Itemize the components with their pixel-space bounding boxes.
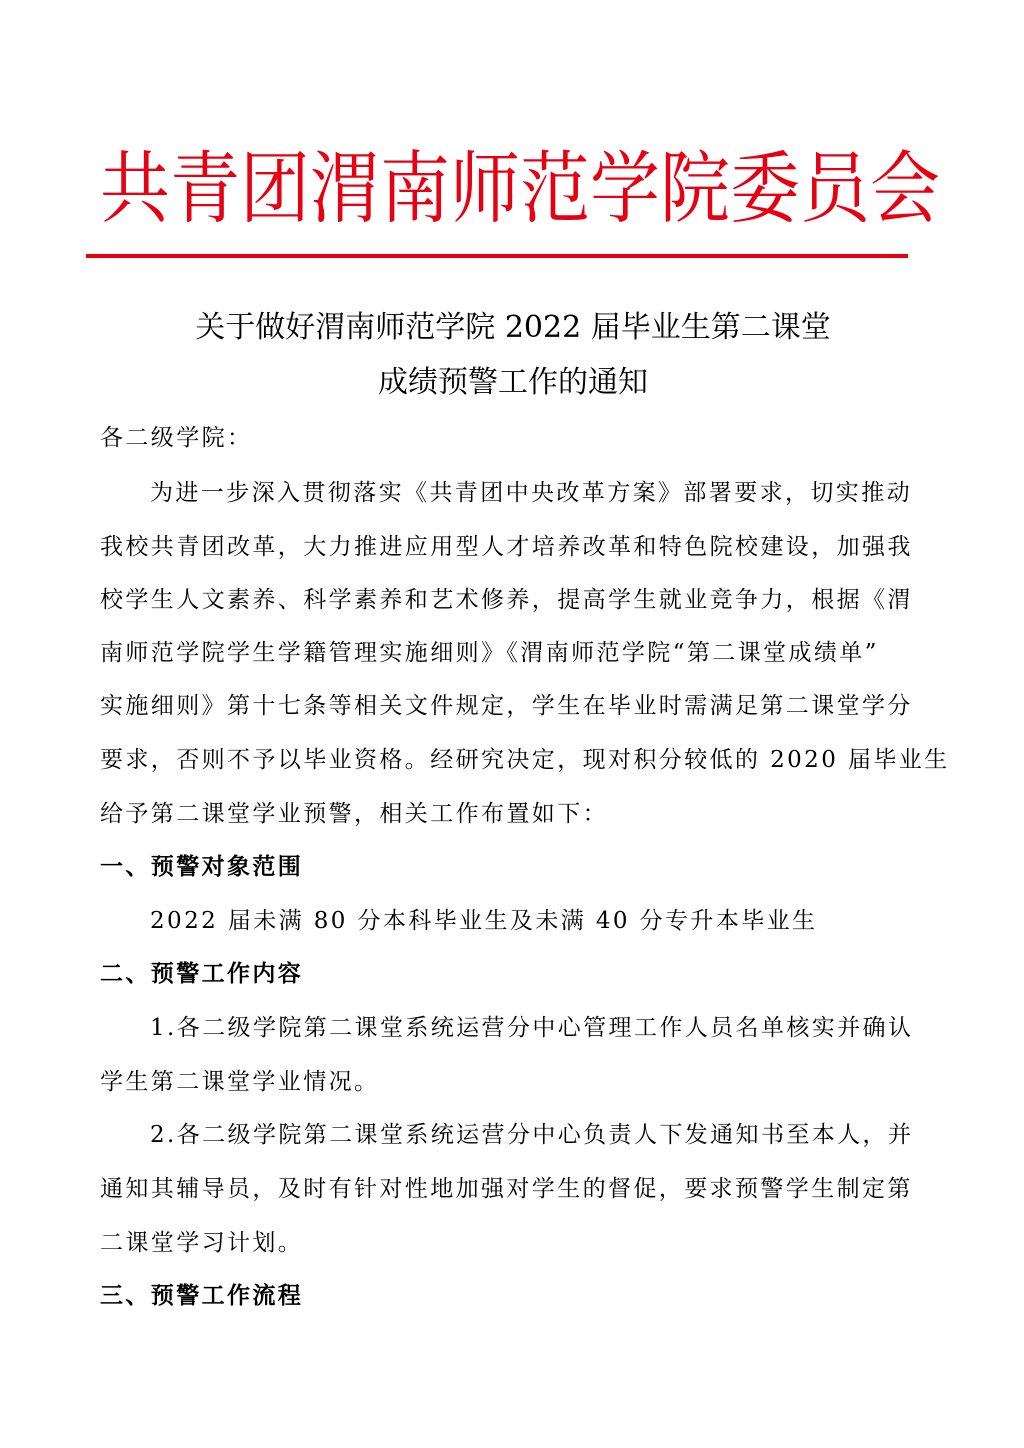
intro-line: 给予第二课堂学业预警，相关工作布置如下： (100, 801, 608, 827)
section-heading: 二、预警工作内容 (100, 961, 304, 987)
section-body-line: 2022 届未满 80 分本科毕业生及未满 40 分专升本毕业生 (150, 908, 818, 934)
intro-line: 校学生人文素养、科学素养和艺术修养，提高学生就业竞争力，根据《渭 (100, 587, 913, 613)
intro-line: 要求，否则不予以毕业资格。经研究决定，现对积分较低的 2020 届毕业生 (100, 747, 950, 773)
section-body-line: 学生第二课堂学业情况。 (100, 1069, 380, 1095)
section-body-line: 2.各二级学院第二课堂系统运营分中心负责人下发通知书至本人，并 (150, 1122, 914, 1148)
intro-line: 为进一步深入贯彻落实《共青团中央改革方案》部署要求，切实推动 (150, 480, 912, 506)
section-body-line: 1.各二级学院第二课堂系统运营分中心管理工作人员名单核实并确认 (150, 1015, 914, 1041)
salutation: 各二级学院： (100, 425, 253, 451)
document-title-line-2: 成绩预警工作的通知 (378, 365, 648, 400)
letterhead-red-rule (86, 254, 908, 258)
document-title-line-1: 关于做好渭南师范学院 2022 届毕业生第二课堂 (195, 310, 831, 345)
section-heading: 一、预警对象范围 (100, 854, 304, 880)
letterhead-org-name: 共青团渭南师范学院委员会 (100, 142, 940, 235)
section-heading: 三、预警工作流程 (100, 1283, 304, 1309)
intro-line: 我校共青团改革，大力推进应用型人才培养改革和特色院校建设，加强我 (100, 534, 913, 560)
section-body-line: 二课堂学习计划。 (100, 1230, 304, 1256)
intro-line: 实施细则》第十七条等相关文件规定，学生在毕业时需满足第二课堂学分 (100, 693, 913, 719)
intro-line: 南师范学院学生学籍管理实施细则》《渭南师范学院“第二课堂成绩单” (100, 640, 879, 666)
section-body-line: 通知其辅导员，及时有针对性地加强对学生的督促，要求预警学生制定第 (100, 1176, 913, 1202)
